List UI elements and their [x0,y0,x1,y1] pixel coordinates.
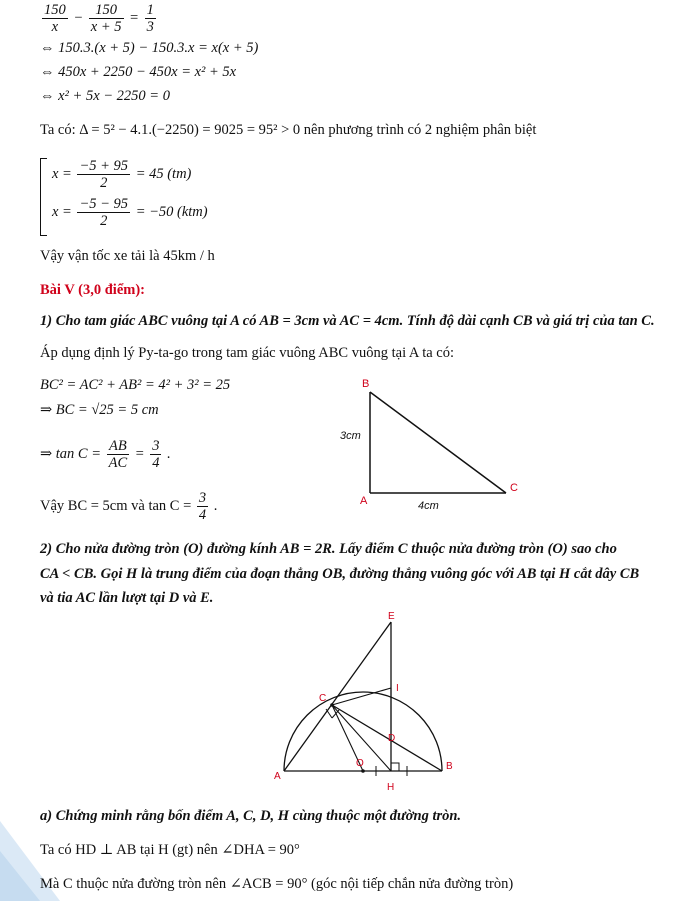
frac-den: 2 [100,175,108,191]
label-b: B [362,378,370,390]
label-a: A [360,495,368,507]
question-2-line-1: 2) Cho nửa đường tròn (O) đường kính AB = 2R. Lấy điểm C thuộc nửa đường tròn (O) sao cho [40,541,617,557]
label-d: D [388,733,396,744]
q1-result [40,490,217,523]
frac-den: 4 [152,455,160,471]
frac-num: 150 [89,2,124,19]
period: . [213,497,218,514]
frac-den: 4 [198,507,207,523]
conclusion: Vậy vận tốc xe tải là 45km / h [40,248,215,264]
q1-intro: Áp dụng định lý Py-ta-go trong tam giác vuông ABC vuông tại A ta có: [40,345,455,361]
equals-sign: = [129,9,139,26]
question-2-line-2: CA < CB. Gọi H là trung điểm của đoạn thẳng OB, đường thẳng vuông góc với AB tại H cắt dây CB [40,566,640,582]
tan-lhs: ⇒ tan C = [40,445,102,462]
frac-num: 150 [44,2,66,18]
q1-equation-2: ⇒ BC = √25 = 5 cm [40,402,159,418]
part-a-line-1: Ta có HD ⊥ AB tại H (gt) nên ∠DHA = 90° [40,842,300,858]
frac-den: x [51,19,59,35]
equation-line: ⇔ 150.3.(x + 5) − 150.3.x = x(x + 5) [40,40,259,56]
bracket [40,158,47,236]
part-a-line-2: Mà C thuộc nửa đường tròn nên ∠ACB = 90° (góc nội tiếp chắn nửa đường tròn) [40,876,514,892]
root-1 [52,158,191,191]
frac-den: 3 [146,19,154,35]
point-o [361,769,365,773]
result-text: Vậy BC = 5cm và tan C = [40,497,192,514]
label-c: C [510,482,518,494]
equals-sign: = [134,445,145,462]
root-lhs: x = [52,165,72,182]
root-2 [52,196,208,229]
q1-equation-3 [40,438,171,471]
frac-den: AC [108,455,128,471]
label-ac-length: 4cm [418,500,439,512]
frac-num: 3 [198,490,207,506]
label-o: O [356,758,364,769]
part-a-title: a) Chứng minh rằng bốn điểm A, C, D, H cùng thuộc một đường tròn. [40,808,462,824]
frac-num: 3 [152,438,160,454]
frac-num: −5 − 95 [79,196,129,212]
root-rhs: = 45 (tm) [135,165,192,182]
root-lhs: x = [52,203,72,220]
label-a: A [274,771,281,782]
section-title: Bài V (3,0 điểm): [40,282,145,298]
label-h: H [387,782,395,793]
label-b: B [446,761,453,772]
roots-system [40,158,300,234]
chord-cb [332,705,442,771]
frac-den: 2 [100,213,108,229]
delta-line: Ta có: Δ = 5² − 4.1.(−2250) = 9025 = 95² > 0 nên phương trình có 2 nghiệm phân biệt [40,122,537,138]
minus-sign: − [73,9,84,26]
label-e: E [388,611,395,622]
angle-mark [326,709,332,718]
semicircle-figure [260,610,460,795]
period: . [167,445,171,462]
equation-line: ⇔ x² + 5x − 2250 = 0 [40,88,170,104]
right-angle-mark [391,763,399,771]
label-ab-length: 3cm [340,430,361,442]
question-1-title: 1) Cho tam giác ABC vuông tại A có AB = 3cm và AC = 4cm. Tính độ dài cạnh CB và giá trị của tan C. [40,313,655,329]
equation-line: ⇔ 450x + 2250 − 450x = x² + 5x [40,64,237,80]
root-rhs: = −50 (ktm) [135,203,208,220]
frac-num: −5 + 95 [79,158,129,174]
equation-fractions [40,2,158,35]
right-triangle-figure [330,370,530,520]
point-c [330,703,334,707]
label-c: C [319,693,327,704]
frac-num: 1 [146,2,154,18]
question-2-line-3: và tia AC lần lượt tại D và E. [40,590,214,606]
segment-ci [332,688,391,705]
label-i: I [396,683,399,694]
q1-equation-1: BC² = AC² + AB² = 4² + 3² = 25 [40,377,231,393]
frac-num: AB [107,438,130,455]
side-bc [370,392,506,493]
ray-ae [284,622,391,771]
frac-den: x + 5 [90,19,122,35]
